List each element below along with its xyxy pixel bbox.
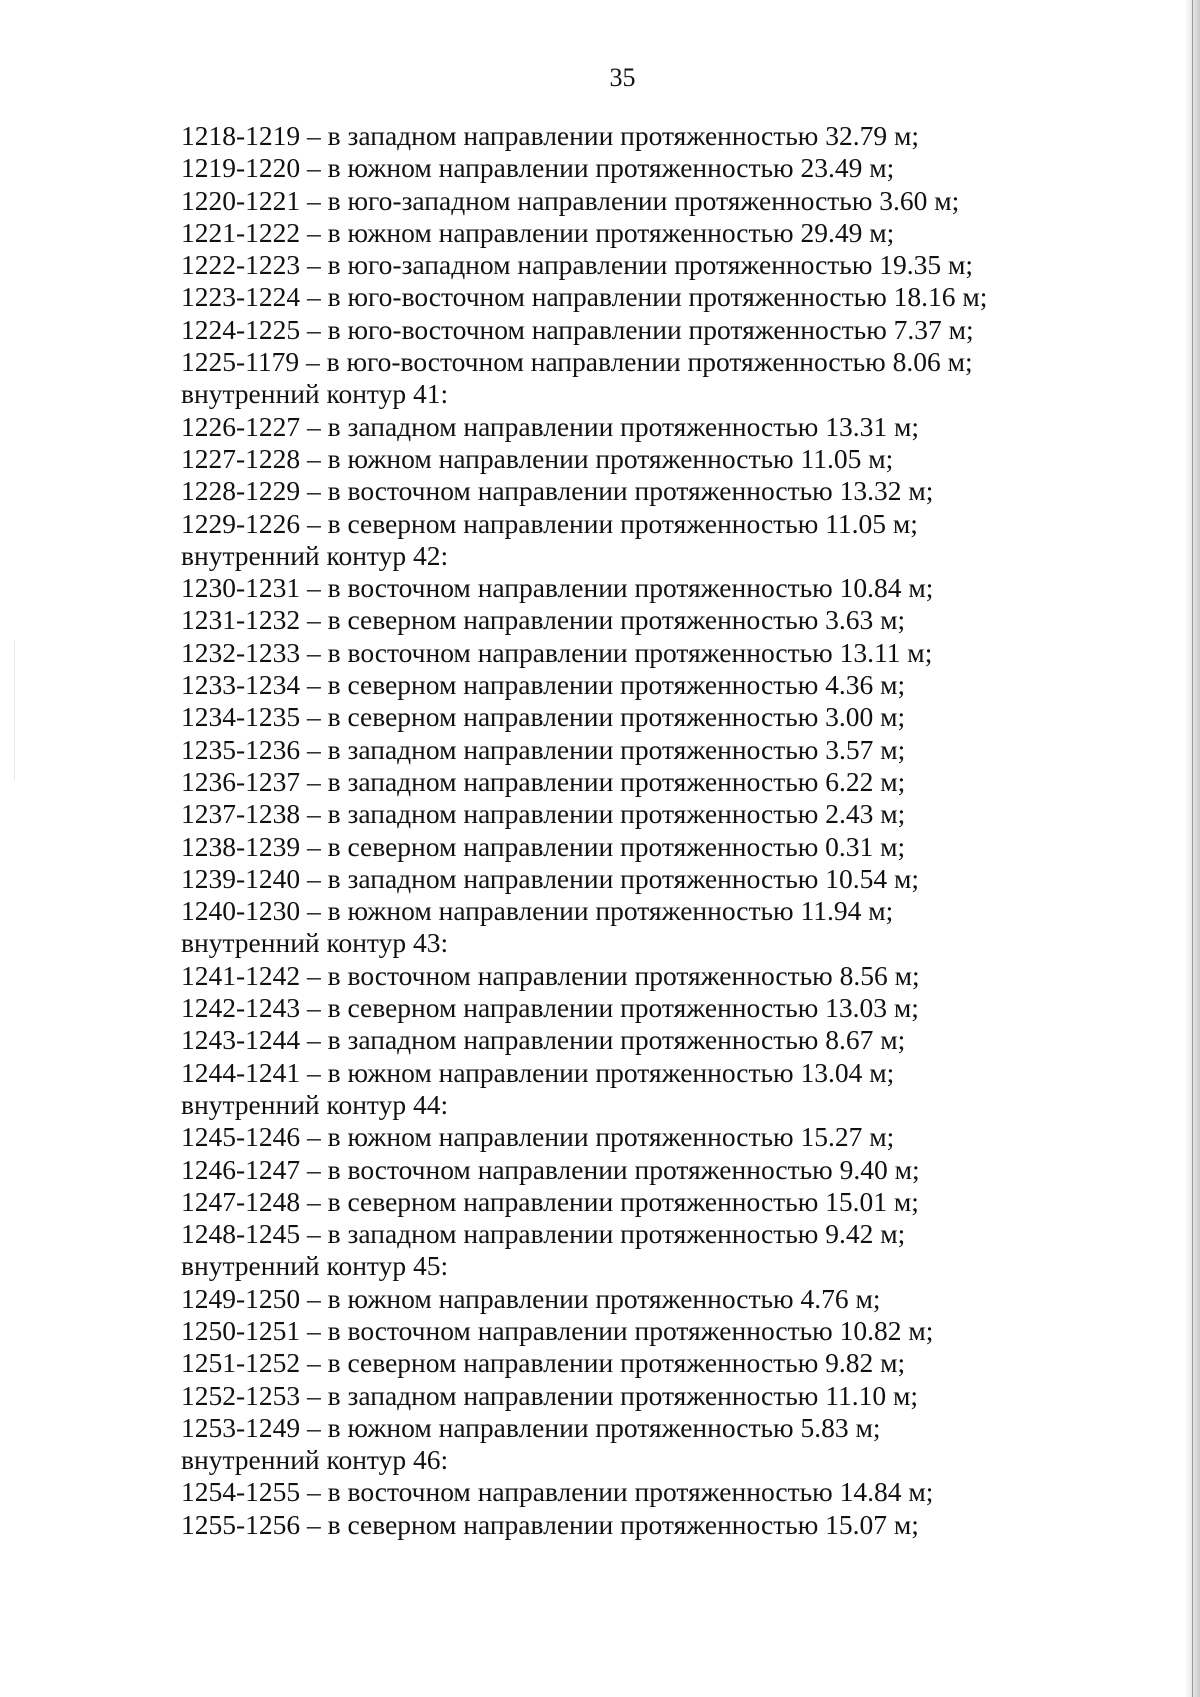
text-line: 1237-1238 – в западном направлении протяженностью 2.43 м;	[181, 798, 906, 830]
text-line: 1242-1243 – в северном направлении протяженностью 13.03 м;	[181, 992, 919, 1024]
contour-heading: внутренний контур 46:	[181, 1444, 449, 1476]
text-line: 1228-1229 – в восточном направлении протяженностью 13.32 м;	[181, 475, 934, 507]
scan-artifact-mark	[14, 640, 15, 780]
text-line: 1251-1252 – в северном направлении протяженностью 9.82 м;	[181, 1347, 906, 1379]
contour-heading: внутренний контур 42:	[181, 539, 449, 571]
text-line: 1236-1237 – в западном направлении протяженностью 6.22 м;	[181, 765, 906, 797]
text-line: 1255-1256 – в северном направлении протяженностью 15.07 м;	[181, 1508, 919, 1540]
text-line: 1221-1222 – в южном направлении протяженностью 29.49 м;	[181, 216, 895, 248]
text-line: 1246-1247 – в восточном направлении протяженностью 9.40 м;	[181, 1153, 920, 1185]
text-line: 1244-1241 – в южном направлении протяженностью 13.04 м;	[181, 1056, 895, 1088]
text-line: 1238-1239 – в северном направлении протяженностью 0.31 м;	[181, 830, 906, 862]
text-line: 1220-1221 – в юго-западном направлении протяженностью 3.60 м;	[181, 184, 960, 216]
text-line: 1250-1251 – в восточном направлении протяженностью 10.82 м;	[181, 1314, 934, 1346]
text-line: 1248-1245 – в западном направлении протяженностью 9.42 м;	[181, 1218, 906, 1250]
text-line: 1218-1219 – в западном направлении протяженностью 32.79 м;	[181, 120, 920, 151]
text-line: 1227-1228 – в южном направлении протяженностью 11.05 м;	[181, 442, 894, 474]
text-line: 1230-1231 – в восточном направлении протяженностью 10.84 м;	[181, 572, 934, 604]
text-line: 1240-1230 – в южном направлении протяженностью 11.94 м;	[181, 895, 894, 927]
text-line: 1232-1233 – в восточном направлении протяженностью 13.11 м;	[181, 636, 933, 668]
text-line: 1234-1235 – в северном направлении протяженностью 3.00 м;	[181, 701, 906, 733]
text-line: 1249-1250 – в южном направлении протяженностью 4.76 м;	[181, 1282, 881, 1314]
text-line: 1253-1249 – в южном направлении протяженностью 5.83 м;	[181, 1411, 881, 1443]
text-line: 1222-1223 – в юго-западном направлении протяженностью 19.35 м;	[181, 249, 974, 281]
text-line: 1223-1224 – в юго-восточном направлении протяженностью 18.16 м;	[181, 281, 988, 313]
text-line: 1243-1244 – в западном направлении протяженностью 8.67 м;	[181, 1024, 906, 1056]
text-line: 1247-1248 – в северном направлении протяженностью 15.01 м;	[181, 1185, 919, 1217]
contour-heading: внутренний контур 44:	[181, 1088, 449, 1120]
text-line: 1245-1246 – в южном направлении протяженностью 15.27 м;	[181, 1121, 895, 1153]
contour-heading: внутренний контур 41:	[181, 378, 449, 410]
page-number: 35	[609, 63, 636, 92]
text-line: 1229-1226 – в северном направлении протяженностью 11.05 м;	[181, 507, 918, 539]
contour-heading: внутренний контур 45:	[181, 1250, 449, 1282]
text-line: 1254-1255 – в восточном направлении протяженностью 14.84 м;	[181, 1476, 934, 1508]
text-line: 1225-1179 – в юго-восточном направлении протяженностью 8.06 м;	[181, 346, 973, 378]
text-line: 1239-1240 – в западном направлении протяженностью 10.54 м;	[181, 862, 920, 894]
text-line: 1241-1242 – в восточном направлении протяженностью 8.56 м;	[181, 959, 920, 991]
contour-heading: внутренний контур 43:	[181, 927, 449, 959]
boundary-description-list	[181, 120, 1081, 1541]
scan-edge-line	[1192, 0, 1193, 1697]
text-line: 1226-1227 – в западном направлении протяженностью 13.31 м;	[181, 410, 920, 442]
text-line: 1224-1225 – в юго-восточном направлении протяженностью 7.37 м;	[181, 313, 974, 345]
text-line: 1235-1236 – в западном направлении протяженностью 3.57 м;	[181, 733, 906, 765]
text-line: 1252-1253 – в западном направлении протяженностью 11.10 м;	[181, 1379, 918, 1411]
text-line: 1233-1234 – в северном направлении протяженностью 4.36 м;	[181, 669, 906, 701]
text-line: 1219-1220 – в южном направлении протяженностью 23.49 м;	[181, 152, 895, 184]
text-line: 1231-1232 – в северном направлении протяженностью 3.63 м;	[181, 604, 906, 636]
